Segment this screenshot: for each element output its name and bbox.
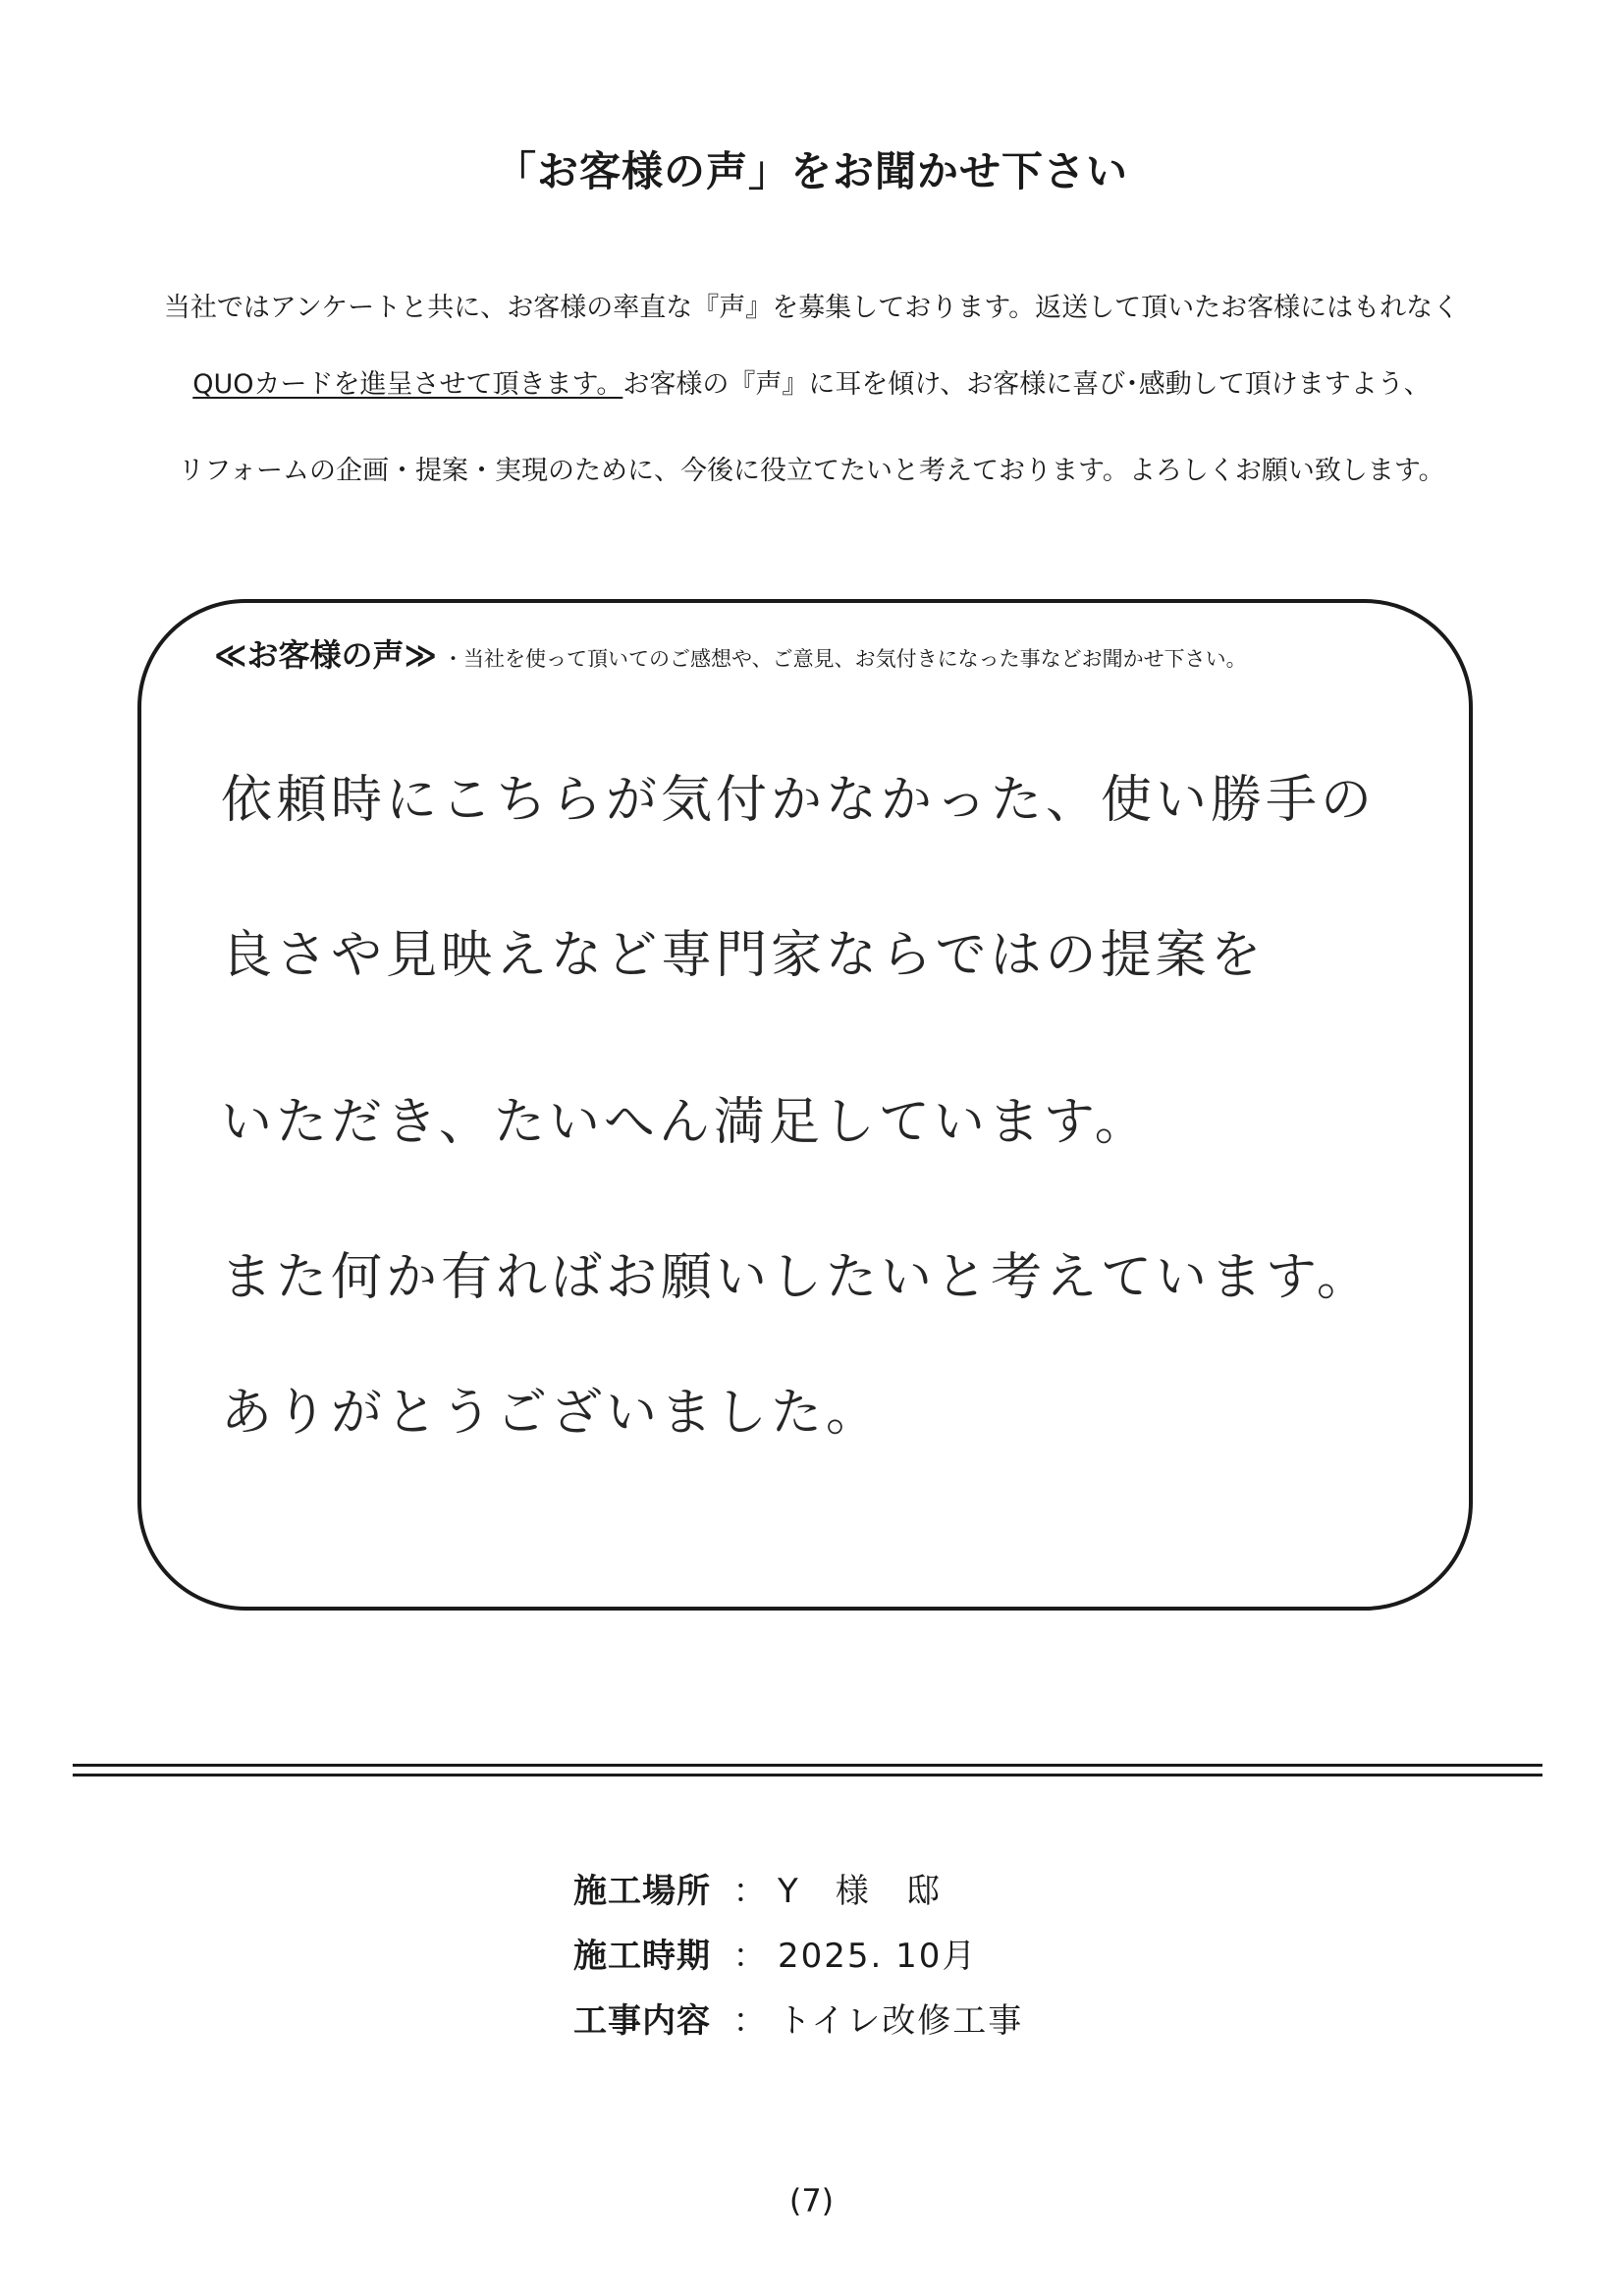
handwritten-line-2: 良さや見映えなど専門家ならではの提案を — [221, 926, 1266, 985]
quo-card-underlined-text: QUOカードを進呈させて頂きます。 — [192, 369, 623, 400]
construction-location-row — [573, 1864, 942, 1912]
period-label: 施工時期 — [573, 1937, 711, 1976]
content-label: 工事内容 — [573, 2001, 711, 2041]
content-value: トイレ改修工事 — [778, 2001, 1024, 2041]
location-label: 施工場所 — [573, 1872, 711, 1911]
voice-box-label: ≪お客様の声≫ — [214, 636, 438, 674]
intro-line-2-rest: お客様の『声』に耳を傾け、お客様に喜び･感動して頂けますよう、 — [622, 369, 1431, 400]
page-number: (7) — [788, 2182, 835, 2219]
handwritten-line-1: 依頼時にこちらが気付かなかった、使い勝手の — [221, 771, 1377, 830]
divider-line-upper — [73, 1764, 1542, 1767]
location-separator: ： — [732, 1872, 768, 1911]
handwritten-line-5: ありがとうございました。 — [221, 1384, 882, 1443]
location-value: Y 様 邸 — [778, 1872, 942, 1911]
voice-box-header — [214, 630, 1247, 676]
intro-line-2 — [0, 365, 1623, 405]
intro-line-3: リフォームの企画・提案・実現のために、今後に役立てたいと考えております。よろしくお願い致します。 — [178, 456, 1445, 486]
construction-content-row — [573, 1994, 1023, 2042]
construction-period-row — [573, 1929, 977, 1977]
handwritten-line-4: また何か有ればお願いしたいと考えています。 — [221, 1248, 1372, 1307]
period-value: 2025. 10月 — [778, 1937, 978, 1976]
intro-line-1: 当社ではアンケートと共に、お客様の率直な『声』を募集しております。返送して頂いたお客様にはもれなく — [163, 293, 1460, 323]
period-separator: ： — [732, 1937, 768, 1976]
handwritten-line-3: いただき、たいへん満足しています。 — [221, 1093, 1150, 1152]
voice-box-note: ・当社を使って頂いてのご感想や、ご意見、お気付きになった事などお聞かせ下さい。 — [443, 647, 1247, 671]
divider-line-lower — [73, 1774, 1542, 1777]
content-separator: ： — [732, 2001, 768, 2041]
page-title: 「お客様の声」をお聞かせ下さい — [494, 147, 1128, 195]
